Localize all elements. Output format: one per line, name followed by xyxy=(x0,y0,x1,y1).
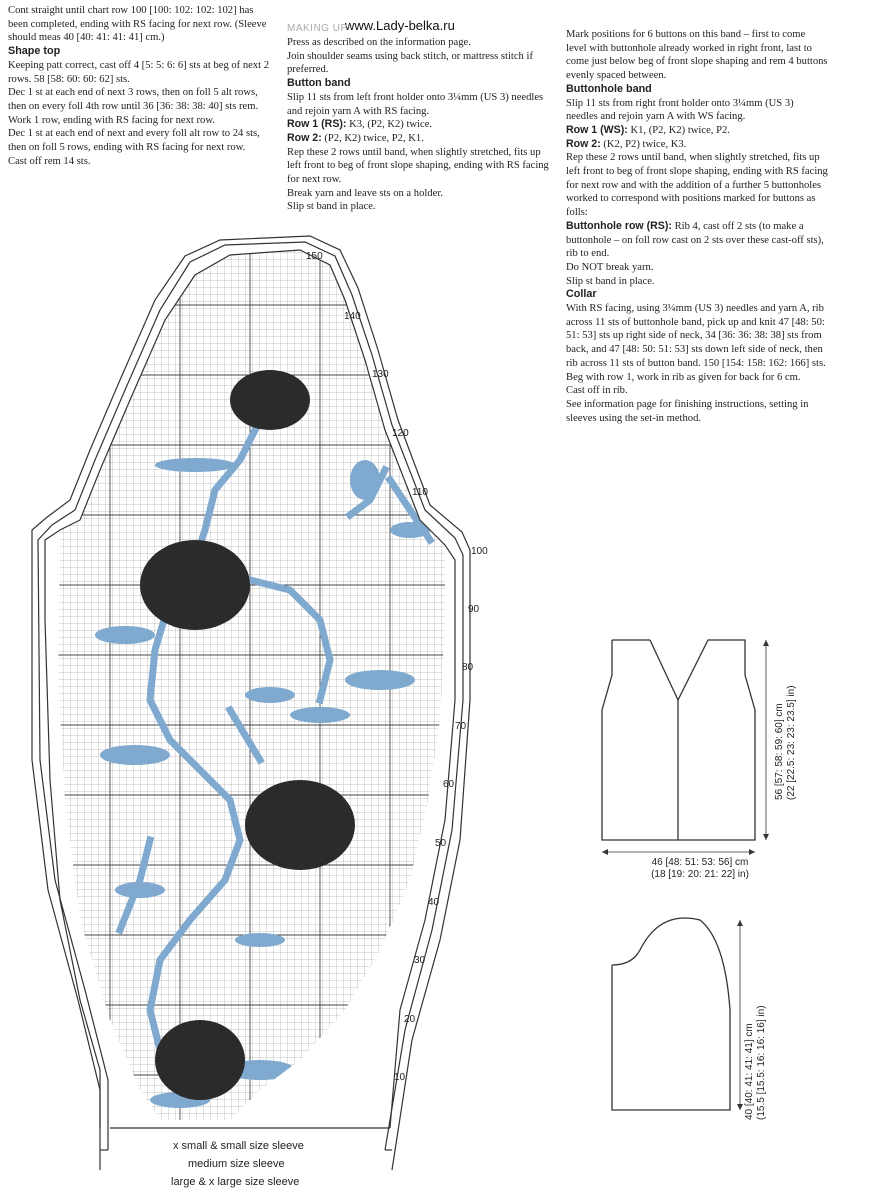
row-label-130: 130 xyxy=(372,369,389,380)
buttons-p1: Mark positions for 6 buttons on this band – first to come level with buttonhole already worked in right front, last to come just below beg of front slope shaping and rem 4 buttons evenly spaced between. xyxy=(566,29,828,82)
button-band-p6: Slip st band in place. xyxy=(287,201,376,213)
buttonhole-p5: Slip st band in place. xyxy=(566,275,655,287)
collar-p7: Beg with row 1, work in rib as given for back for 6 cm. xyxy=(566,371,801,383)
bh-row1-text: K1, (P2, K2) twice, P2. xyxy=(627,124,730,136)
row2-text: (P2, K2) twice, P2, K1. xyxy=(321,132,424,144)
intro-text: Cont straight until chart row 100 [100: 102: 102: 102] has been completed, ending with RS facing for next row. (Sleeve should meas 40 [40: 41: 41: 41] cm.) xyxy=(8,5,267,44)
schematics xyxy=(560,620,870,1200)
making-up-p1: Press as described on the information page. xyxy=(287,37,471,48)
size-label-xsmall-small: x small & small size sleeve xyxy=(173,1140,304,1152)
row1-text: K3, (P2, K2) twice. xyxy=(346,119,433,131)
bh-row-label: Buttonhole row (RS): xyxy=(566,219,672,232)
button-band-p5: Break yarn and leave sts on a holder. xyxy=(287,187,443,199)
shape-top-p2: Dec 1 st at each end of next 3 rows, then on foll 5 alt rows, then on every foll 4th row until 36 [36: 38: 38: 40] sts rem. xyxy=(8,87,259,112)
body-outline xyxy=(602,640,755,840)
body-length-in: (22 [22.5: 23: 23: 23.5] in) xyxy=(786,685,797,800)
button-band-p4: Rep these 2 rows until band, when slightly stretched, fits up left front to beg of front slope shaping, ending with RS facing for next row. xyxy=(287,146,549,186)
making-up-heading: MAKING UP xyxy=(287,23,348,34)
collar-p6: With RS facing, using 3¼mm (US 3) needles and yarn A, rib across 11 sts of buttonhole band, pick up and knit 47 [48: 50: 51: 53] sts up right side of neck, 34 [36: 36: 38: 38] sts from back, and 47 [48: 50: 51: 53] sts down left side of neck, then rib across 11 sts of button band. 150 [154: 158: 162: 166] sts. xyxy=(566,303,826,369)
collar-p8: Cast off in rib. xyxy=(566,385,628,397)
row-label-60: 60 xyxy=(443,779,455,790)
collar-p9: See information page for finishing instructions, setting in sleeves using the set-in method. xyxy=(566,398,809,424)
sleeve-length-measure xyxy=(744,1005,768,1120)
row-label-70: 70 xyxy=(455,721,467,732)
body-length-cm: 56 [57: 58: 59: 60] cm xyxy=(774,703,785,800)
size-label-medium: medium size sleeve xyxy=(188,1158,285,1170)
chart-grid xyxy=(40,240,460,1130)
row-label-110: 110 xyxy=(412,487,428,498)
buttonhole-band-heading: Buttonhole band xyxy=(566,82,652,95)
row1-label: Row 1 (RS): xyxy=(287,118,347,131)
shape-top-heading: Shape top xyxy=(8,45,61,58)
buttonhole-p2: Slip 11 sts from right front holder onto 3¼mm (US 3) needles and rejoin yarn A with WS facing. xyxy=(566,97,794,123)
sleeve-length-cm: 40 [40: 41: 41: 41] cm xyxy=(744,1023,755,1120)
shape-top-p3: Work 1 row, ending with RS facing for next row. xyxy=(8,114,215,126)
bh-row1-label: Row 1 (WS): xyxy=(566,123,628,136)
shape-top-p5: Cast off rem 14 sts. xyxy=(8,155,91,167)
row-label-120: 120 xyxy=(392,428,409,439)
sleeve-outline xyxy=(612,918,730,1110)
row-label-100: 100 xyxy=(471,546,488,557)
bh-row-text: Rib 4, cast off 2 sts (to make a buttonhole – on foll row cast on 2 sts over these cast-off sts), rib to end. xyxy=(566,220,824,260)
row-label-10: 10 xyxy=(394,1072,406,1083)
collar-heading: Collar xyxy=(566,288,597,301)
size-label-large-xlarge: large & x large size sleeve xyxy=(171,1176,300,1188)
row-label-140: 140 xyxy=(344,311,361,322)
body-length-measure xyxy=(774,685,798,800)
bh-row2-text: (K2, P2) twice, K3. xyxy=(600,138,687,150)
body-width-in: (18 [19: 20: 21: 22] in) xyxy=(651,869,749,880)
buttonhole-p4: Do NOT break yarn. xyxy=(566,261,654,273)
site-watermark: www.Lady-belka.ru xyxy=(345,18,455,33)
row-label-20: 20 xyxy=(404,1014,416,1025)
body-width-cm: 46 [48: 51: 53: 56] cm xyxy=(651,857,749,868)
button-band-p3: Slip 11 sts from left front holder onto 3¼mm (US 3) needles and rejoin yarn A with RS facing. xyxy=(287,91,544,117)
making-up-p2: Join shoulder seams using back stitch, or mattress stitch if preferred. xyxy=(287,50,533,76)
shape-top-p1: Keeping patt correct, cast off 4 [5: 5: 6: 6] sts at beg of next 2 rows. 58 [58: 60: 60: 62] sts. xyxy=(8,59,270,85)
button-band-heading: Button band xyxy=(287,77,351,90)
row-label-40: 40 xyxy=(428,897,440,908)
row2-label: Row 2: xyxy=(287,131,322,144)
body-width-measure xyxy=(600,857,800,881)
bh-row2-label: Row 2: xyxy=(566,137,601,150)
sleeve-length-in: (15.5 [15.5: 16: 16: 16] in) xyxy=(756,1005,767,1120)
shape-top-p4: Dec 1 st at each end of next and every foll alt row to 24 sts, then on foll 5 rows, ending with RS facing for next row. xyxy=(8,128,260,154)
row-label-80: 80 xyxy=(462,662,474,673)
row-label-30: 30 xyxy=(414,955,426,966)
row-label-150: 150 xyxy=(306,251,323,262)
row-label-90: 90 xyxy=(468,604,480,615)
buttonhole-p3: Rep these 2 rows until band, when slightly stretched, fits up left front to beg of front slope shaping, ending with RS facing for next row and with the addition of a further 5 buttonholes worked to correspond with positions marked for buttons as folls: xyxy=(566,152,828,219)
row-label-50: 50 xyxy=(435,838,447,849)
